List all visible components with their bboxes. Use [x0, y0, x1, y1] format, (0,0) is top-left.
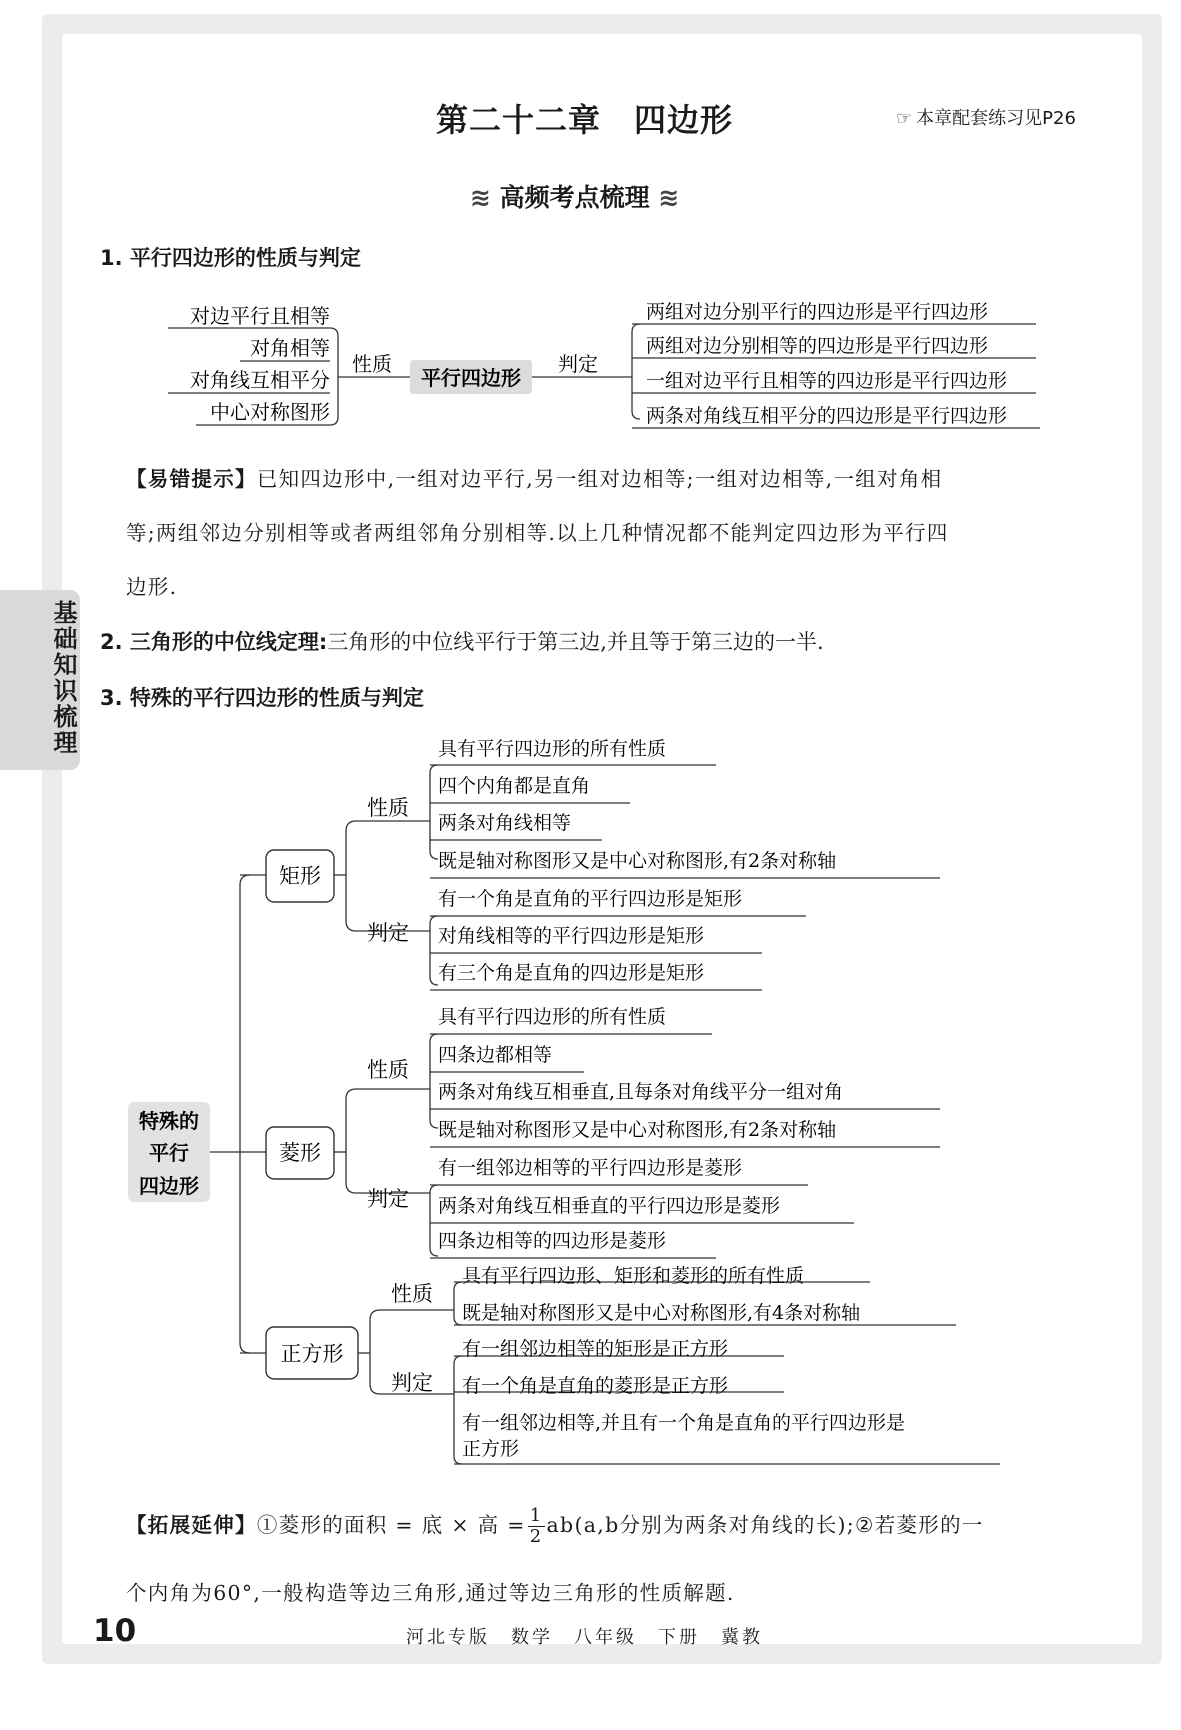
square-judgement-2: 有一组邻边相等,并且有一个角是直角的平行四边形是: [462, 1412, 906, 1434]
extend-text-1: ①菱形的面积 = 底 × 高 =: [256, 1513, 526, 1537]
d1-judgement-3: 两条对角线互相平分的四边形是平行四边形: [646, 405, 1008, 427]
fraction-one-half: [528, 1506, 545, 1547]
rhombus-label-lines: [356, 1089, 414, 1193]
rect-property-0: 具有平行四边形的所有性质: [438, 738, 667, 760]
square-judgement-0: 有一组邻边相等的矩形是正方形: [462, 1338, 729, 1360]
square-judge-brace: [454, 1356, 462, 1464]
rhombus-prop-brace: [430, 1034, 438, 1128]
extend-line-2: 个内角为60°,一般构造等边三角形,通过等边三角形的性质解题.: [126, 1581, 735, 1605]
rhombus-judgement-2: 四条边相等的四边形是菱形: [438, 1230, 667, 1252]
rhombus-property-3: 既是轴对称图形又是中心对称图形,有2条对称轴: [438, 1119, 837, 1141]
extend-label: 【拓展延伸】: [126, 1513, 257, 1537]
rect-judgement-1: 对角线相等的平行四边形是矩形: [438, 925, 705, 947]
tip-text-1: 已知四边形中,一组对边平行,另一组对边相等;一组对边相等,一组对角相: [256, 467, 943, 491]
item2-text: 三角形的中位线平行于第三边,并且等于第三边的一半.: [327, 630, 824, 654]
d1-judgement-1: 两组对边分别相等的四边形是平行四边形: [646, 335, 989, 357]
tip-line-2: 等;两组邻边分别相等或者两组邻角分别相等.以上几种情况都不能判定四边形为平行四: [126, 521, 949, 545]
square-judge-lines: [436, 1356, 1000, 1464]
d1-judgement-2: 一组对边平行且相等的四边形是平行四边形: [646, 370, 1008, 392]
d1-property-2: 对角线互相平分: [190, 368, 330, 392]
rect-brace: [346, 821, 356, 931]
rhombus-property-1: 四条边都相等: [438, 1044, 553, 1066]
rect-label-lines: [356, 821, 414, 931]
rect-prop-brace: [430, 765, 438, 859]
rect-judge-label: 判定: [367, 921, 409, 945]
extend-text-2: ab(a,b分别为两条对角线的长);②若菱形的一: [546, 1513, 984, 1537]
rhombus-judgement-0: 有一组邻边相等的平行四边形是菱形: [438, 1157, 743, 1179]
d1-right-brace: [632, 324, 640, 419]
tip-label: 【易错提示】: [126, 467, 257, 491]
square-prop-brace: [454, 1282, 462, 1325]
square-property-label: 性质: [391, 1282, 433, 1306]
section-heading-text: 高频考点梳理: [499, 183, 650, 212]
rhombus-property-2: 两条对角线互相垂直,且每条对角线平分一组对角: [438, 1081, 844, 1103]
item3-title: 3. 特殊的平行四边形的性质与判定: [100, 686, 424, 710]
d1-property-1: 对角相等: [250, 336, 330, 360]
rhombus-judge-brace: [430, 1185, 438, 1256]
rhombus-property-label: 性质: [367, 1058, 409, 1082]
square-name: 正方形: [280, 1342, 344, 1366]
rect-judge-brace: [430, 916, 438, 985]
square-brace: [370, 1310, 380, 1394]
side-tab-label: 基础知识梳理: [49, 600, 77, 756]
rect-judgement-0: 有一个角是直角的平行四边形是矩形: [438, 888, 743, 910]
rect-property-label: 性质: [367, 796, 409, 820]
d2-root-brace: [240, 875, 250, 1353]
square-judgement-2-cont: 正方形: [462, 1438, 520, 1460]
chapter-title: 第二十二章 四边形: [436, 101, 734, 139]
fraction-numerator: 1: [529, 1505, 543, 1526]
square-judgement-1: 有一个角是直角的菱形是正方形: [462, 1375, 729, 1397]
square-judge-label: 判定: [391, 1371, 433, 1395]
d1-property-0: 对边平行且相等: [190, 304, 330, 328]
rect-property-2: 两条对角线相等: [438, 812, 572, 834]
d1-center-label: 平行四边形: [421, 366, 521, 390]
footer-text: 河北专版 数学 八年级 下册 冀教: [406, 1627, 763, 1648]
chapter-reference-text: 本章配套练习见P26: [916, 108, 1076, 129]
extend-line-1: [126, 1506, 984, 1547]
rhombus-judge-label: 判定: [367, 1187, 409, 1211]
d1-judgement-0: 两组对边分别平行的四边形是平行四边形: [646, 301, 989, 323]
d1-property-3: 中心对称图形: [210, 400, 330, 424]
root-line-1: 特殊的: [139, 1109, 199, 1133]
item1-title: 1. 平行四边形的性质与判定: [100, 246, 361, 270]
rect-name: 矩形: [279, 864, 321, 888]
rhombus-name: 菱形: [279, 1141, 321, 1165]
rhombus-judgement-1: 两条对角线互相垂直的平行四边形是菱形: [438, 1195, 781, 1217]
page-number: 10: [93, 1613, 137, 1649]
pointing-hand-icon: ☞: [896, 108, 913, 129]
root-line-2: 平行: [149, 1141, 189, 1165]
tip-line-3: 边形.: [126, 575, 178, 599]
rhombus-brace: [346, 1089, 356, 1193]
rect-judgement-2: 有三个角是直角的四边形是矩形: [438, 962, 705, 984]
item2-title: 2. 三角形的中位线定理:: [100, 630, 328, 654]
d1-property-label: 性质: [352, 352, 392, 376]
d1-left-brace: [330, 328, 338, 425]
rect-property-3: 既是轴对称图形又是中心对称图形,有2条对称轴: [438, 850, 837, 872]
fraction-denominator: 2: [529, 1526, 543, 1547]
wave-left-icon: ≋: [470, 183, 491, 212]
d1-judge-label: 判定: [558, 352, 598, 376]
square-property-0: 具有平行四边形、矩形和菱形的所有性质: [462, 1265, 805, 1287]
d2-branches: [240, 875, 266, 1353]
wave-right-icon: ≋: [658, 183, 680, 212]
root-line-3: 四边形: [139, 1174, 199, 1198]
rhombus-property-0: 具有平行四边形的所有性质: [438, 1006, 667, 1028]
rect-property-1: 四个内角都是直角: [438, 775, 591, 797]
square-property-1: 既是轴对称图形又是中心对称图形,有4条对称轴: [462, 1302, 861, 1324]
